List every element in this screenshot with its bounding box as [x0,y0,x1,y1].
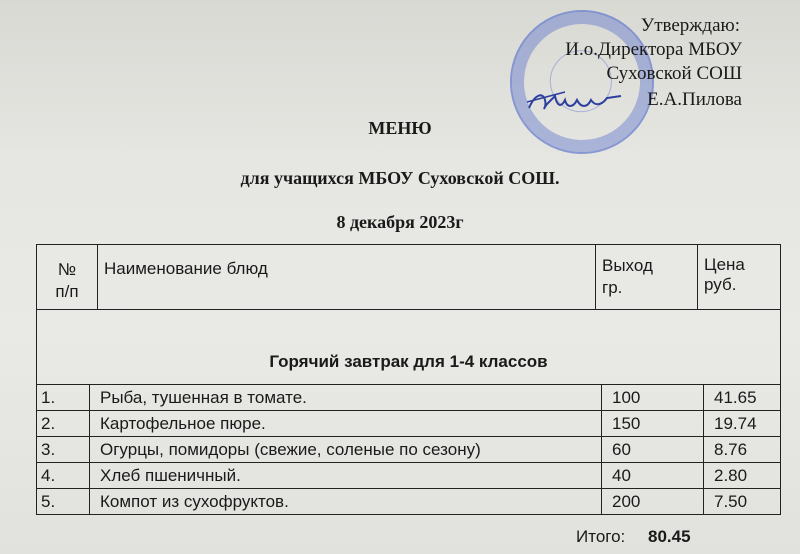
header-price: Цена руб. [697,245,780,309]
row-yield: 40 [601,463,703,488]
row-num: 3. [41,440,56,459]
table-row [37,463,780,489]
row-yield: 150 [601,411,703,436]
row-name: Рыба, тушенная в томате. [89,385,601,410]
row-yield: 100 [601,385,703,410]
row-name: Огурцы, помидоры (свежие, соленые по сезону) [89,437,601,462]
row-num: 1. [41,388,56,407]
section-row [37,310,780,385]
table-row [37,411,780,437]
approval-position: И.о.Директора МБОУ [565,39,742,60]
table-header [37,244,780,310]
table-row [37,489,780,515]
table-row [37,385,780,411]
row-name: Хлеб пшеничный. [89,463,601,488]
row-yield: 200 [601,489,703,514]
approval-heading: Утверждаю: [640,15,740,36]
row-name: Картофельное пюре. [89,411,601,436]
document-title: МЕНЮ [368,118,432,138]
header-num-line2: п/п [55,282,79,301]
row-price: 7.50 [703,489,780,514]
approval-school: Суховской СОШ [606,63,742,84]
row-price: 8.76 [703,437,780,462]
header-yield-line1: Выход [602,256,653,275]
approval-name: Е.А.Пилова [647,89,742,110]
menu-table [36,244,781,515]
header-yield [595,245,697,309]
row-name: Компот из сухофруктов. [89,489,601,514]
document-date: 8 декабря 2023г [336,212,464,232]
row-price: 41.65 [703,385,780,410]
document-subtitle: для учащихся МБОУ Суховской СОШ. [240,168,560,188]
row-price: 2.80 [703,463,780,488]
total-label: Итого: [576,527,626,546]
header-num [37,245,97,309]
header-name: Наименование блюд [97,245,595,309]
section-title: Горячий завтрак для 1-4 классов [269,352,548,371]
table-row [37,437,780,463]
header-num-line1: № [57,260,77,279]
row-num: 2. [41,414,56,433]
row-price: 19.74 [703,411,780,436]
total-line [576,527,691,547]
header-yield-line2: гр. [602,278,623,297]
approval-block [565,14,742,112]
row-num: 4. [41,466,56,485]
total-value: 80.45 [648,527,691,546]
row-yield: 60 [601,437,703,462]
row-num: 5. [41,492,56,511]
